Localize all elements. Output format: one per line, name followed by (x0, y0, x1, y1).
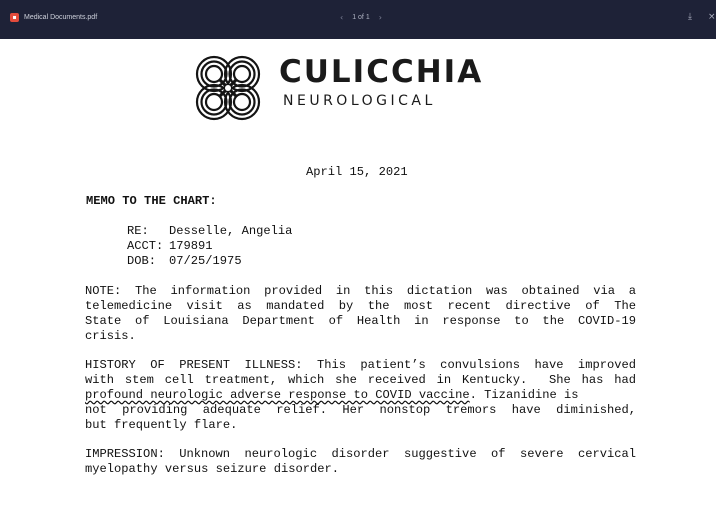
previous-page-icon[interactable]: ‹ (340, 13, 344, 22)
pdf-toolbar (0, 0, 716, 39)
file-tab[interactable] (10, 13, 97, 22)
letterhead-subtitle: NEUROLOGICAL (283, 93, 436, 109)
impression-line: IMPRESSION: Unknown neurologic disorder suggestive of severe cervical (85, 447, 636, 461)
next-page-icon[interactable]: › (378, 13, 382, 22)
memo-heading: MEMO TO THE CHART: (86, 194, 217, 208)
hpi-line: but frequently flare. (85, 418, 238, 432)
hpi-line-rest: . Tizanidine is (469, 388, 579, 402)
pdf-file-icon: ▪ (10, 13, 19, 22)
patient-name: Desselle, Angelia (169, 224, 293, 238)
page-indicator: 1 of 1 (352, 14, 370, 21)
dob-label: DOB: (127, 254, 157, 268)
highlighted-phrase: profound neurologic adverse response to COVID vaccine (85, 388, 470, 402)
page-navigation (340, 13, 382, 22)
re-label: RE: (127, 224, 149, 238)
close-icon[interactable]: × (708, 12, 716, 22)
acct-label: ACCT: (127, 239, 164, 253)
note-line: State of Louisiana Department of Health in response to the COVID-19 (85, 314, 636, 328)
document-page (0, 39, 716, 510)
hpi-line: not providing adequate relief. Her nonstop tremors have diminished, (85, 403, 636, 417)
hpi-line: HISTORY OF PRESENT ILLNESS: This patient’s convulsions have improved (85, 358, 636, 372)
note-line: NOTE: The information provided in this dictation was obtained via a (85, 284, 636, 298)
impression-line: myelopathy versus seizure disorder. (85, 462, 340, 476)
letterhead-brand: CULICCHIA (279, 54, 484, 90)
download-icon[interactable]: ⤓ (688, 12, 692, 22)
hpi-line: with stem cell treatment, which she received in Kentucky. She has had (85, 373, 636, 387)
date-of-birth: 07/25/1975 (169, 254, 242, 268)
hpi-line (85, 388, 579, 403)
account-number: 179891 (169, 239, 213, 253)
note-line: telemedicine visit as mandated by the most recent directive of The (85, 299, 636, 313)
culicchia-logo (188, 48, 268, 128)
memo-date: April 15, 2021 (306, 165, 408, 179)
note-line: crisis. (85, 329, 136, 343)
file-name: Medical Documents.pdf (24, 14, 98, 21)
